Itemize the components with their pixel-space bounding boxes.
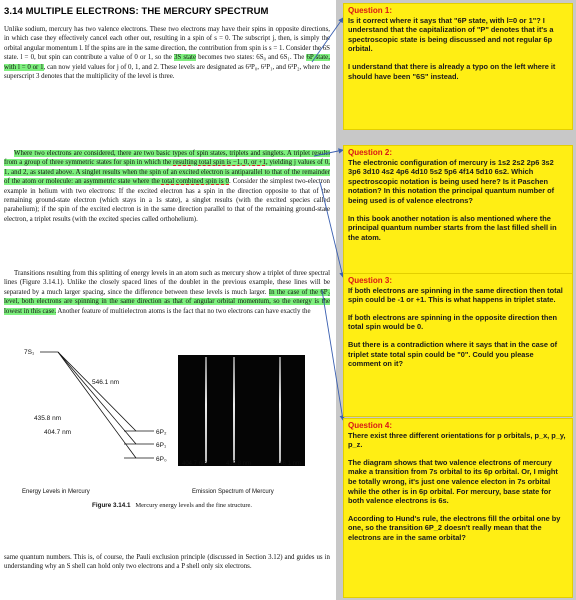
transition-404	[58, 352, 136, 458]
question-3-para-2: If both electrons are spinning in the opposite direction then total spin would be 0.	[348, 312, 558, 332]
figure-3-14-1	[0, 340, 336, 540]
highlight-3s-state: 3S state	[173, 54, 197, 62]
spectral-line-404	[205, 357, 207, 463]
question-4-para-2: The diagram shows that two valence electrons of mercury make a transition from 7s orbital to its 6p orbital. Or, I might be totally wrong, it's just one valence electon in 7s orbital while the other is in 6p orbital. For mercury, base state for both valence electrons is 6s.	[348, 457, 558, 506]
underlined-total-spin-zero: total combined spin is 0	[161, 178, 229, 186]
question-4-para-1: There exist three different orientations for p orbitals, p_x, p_y, p_z.	[348, 430, 566, 450]
question-2-heading: Question 2:	[348, 148, 393, 157]
label-435: 435.8 nm	[34, 415, 62, 422]
question-2-para-2: In this book another notation is also mentioned where the principal quantum number starts from the last filled shell in the atom.	[348, 213, 557, 242]
paragraph-4: same quantum numbers. This is, of course, the Pauli exclusion principle (discussed in Section 3.12) and guides us in understanding why an S shell can hold only two electrons and a P shell only six electrons.	[4, 554, 330, 571]
para1-text-c: , can now yield values for j of 0, 1, and 2. These levels are designated as 6³P₀, 6³P₁, and 6³P₂, where the superscript 3 denotes that the multiplicity of the level is three.	[4, 63, 330, 81]
paragraph-1	[4, 25, 330, 147]
label-6p2: 6P₂	[156, 429, 167, 436]
question-note-1	[343, 3, 573, 130]
question-3-para-3: But there is a contradiction where it says that in the case of triplet state total spin could be "0". Could you please comment on it?	[348, 339, 558, 369]
transition-546	[58, 352, 136, 431]
question-4-heading: Question 4:	[348, 421, 393, 430]
question-4-para-3: According to Hund's rule, the electrons fill the orbital one by one, so the transition 6P_2 doesn't really mean that the electrons are in the same orbital?	[348, 513, 561, 542]
question-note-4	[343, 418, 573, 598]
question-3-para-1: If both electrons are spinning in the same direction then total spin could be -1 or +1. This is what happens in triplet state.	[348, 285, 563, 305]
label-6p0: 6P₀	[156, 456, 167, 463]
wavelength-label-1: 404.7 nm	[182, 461, 208, 467]
spectral-line-435	[233, 357, 235, 463]
highlight-6p2-level: In the case of the 6P₂ level, both electrons are spinning in the same direction as that of angular orbital momentum, so the energy is the lowest in this case.	[4, 288, 331, 315]
label-6p1: 6P₁	[156, 442, 167, 449]
para2-text: . Consider the simplest two-electron example in helium with two electrons: If the excited electron has a spin in the direction opposite to that of the remaining ground-state electron (which stays in a 1s state), a singlet results (with the excited species called parahelium); if the spin of the excited electron is in the same direction parallel to that of the remaining ground-state electron, a triplet results (with the excited species called orthohelium).	[4, 178, 331, 223]
energy-levels-caption: Energy Levels in Mercury	[22, 489, 90, 495]
para1-text-a: Unlike sodium, mercury has two valence electrons. These two electrons may have their spins in opposite directions, in which case they effectively cancel each other out, resulting in a spin of s = 0. The subscript j, then, is simply the orbital angular momentum l. If the spins are in the same direction, the contribution from spin is s = 1. Consider the 6S state. l = 0, but spin can contribute a value of 0 or 1, so the	[4, 26, 330, 62]
para1-text-b: becomes two states: 6S₀ and 6S₁. The	[196, 54, 307, 62]
label-7s1: 7S₁	[24, 349, 35, 356]
energy-level-diagram	[14, 340, 174, 470]
section-title: 3.14 MULTIPLE ELECTRONS: THE MERCURY SPECTRUM	[4, 6, 269, 17]
question-1-heading: Question 1:	[348, 6, 393, 15]
emission-spectrum-image	[178, 355, 305, 466]
paragraph-2	[4, 149, 330, 267]
highlight-6p-state: 6P state, with l = 0 or 1	[4, 54, 330, 71]
underlined-spin-values: resulting total spin is −1, 0, or +1	[173, 159, 266, 167]
figure-caption-label: Figure 3.14.1	[92, 502, 131, 509]
para3-text-b: Another feature of multielectron atoms is the fact that no two electrons can have exactly the	[56, 307, 311, 315]
question-1-para-1: Is it correct where it says that "6P state, with l=0 or 1"? I understand that the capitalization of "P" denotes that it's a spectroscopic state is being discussed and not regular 6p orbital.	[348, 15, 554, 54]
para3-text-a: Transitions resulting from this splitting of energy levels in an atom such as mercury show a triplet of three spectral lines (Figure 3.14.1). Unlike the closely spaced lines of the doublet in the previous example, these lines will be separated by a much larger spacing, since the difference between these levels is much larger.	[4, 270, 330, 296]
highlight-singlet-definition: , yielding j values of 0, 1, and 2, as stated above. A singlet results when the spin of an excited electron is antiparallel to that of the remainder of the atom or molecule: an asymmetric state where the	[4, 159, 330, 186]
question-1-para-2: I understand that there is already a typo on the left where it should have been "6S" instead.	[348, 61, 556, 81]
question-2-para-1: The electronic configuration of mercury is 1s2 2s2 2p6 3s2 3p6 3d10 4s2 4p6 4d10 5s2 5p6 4f14 5d10 6s2. Which spectroscopic notation is being used here? Is it Paschen notation? In this notation the principal quantum number of being used is of valence electrons?	[348, 157, 555, 205]
spectrum-caption: Emission Spectrum of Mercury	[192, 489, 274, 495]
question-note-3	[343, 273, 573, 417]
highlight-triplet-definition: Where two electrons are considered, there are two basic types of spin states, triplets and singlets. A triplet results from a group of three symmetric states for spin in which the	[4, 150, 330, 167]
spectral-line-546	[279, 357, 281, 463]
wavelength-label-2: 435.8 nm	[226, 461, 252, 467]
question-3-heading: Question 3:	[348, 276, 393, 285]
figure-caption	[92, 502, 252, 509]
figure-caption-text: Mercury energy levels and the fine structure.	[135, 502, 253, 509]
label-546: 546.1 nm	[92, 379, 120, 386]
wavelength-label-3: 546.1 nm	[276, 461, 302, 467]
label-404: 404.7 nm	[44, 429, 72, 436]
